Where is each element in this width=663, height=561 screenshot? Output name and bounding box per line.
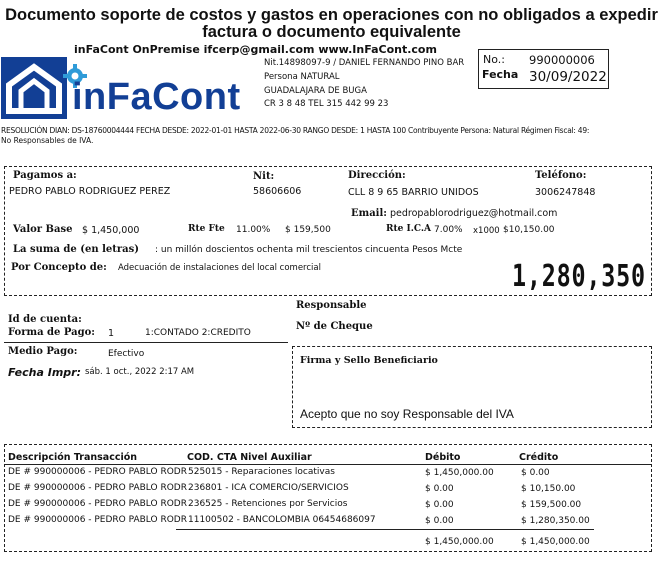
forma-pago-label: Forma de Pago:	[8, 327, 95, 338]
row-desc: DE # 990000006 - PEDRO PABLO RODR	[8, 515, 187, 525]
rte-ica-multiplier: x1000	[473, 226, 500, 236]
doc-no-label: No.:	[483, 53, 505, 66]
resolution-line1: RESOLUCIÓN DIAN: DS-18760004444 FECHA DESDE: 2022-01-01 HASTA 2022-06-30 RANGO DESDE: 1 HASTA 100 Contribuyente Persona: Natural Régimen Fiscal: 49:	[1, 126, 590, 135]
row-credito: $ 10,150.00	[521, 484, 576, 494]
document-title-line1: Documento soporte de costos y gastos en operaciones con no obligados a expedir	[5, 6, 658, 24]
row-cod: 11100502 - BANCOLOMBIA 06454686097	[188, 515, 376, 525]
valor-base-label: Valor Base	[13, 224, 73, 235]
fecha-impr-value: sáb. 1 oct., 2022 2:17 AM	[85, 367, 195, 377]
rte-fte-pct: 11.00%	[236, 225, 271, 235]
pagamos-label: Pagamos a:	[13, 170, 77, 181]
row-debito: $ 1,450,000.00	[425, 468, 494, 478]
rte-ica-pct: 7.00%	[434, 225, 463, 235]
medio-pago-label: Medio Pago:	[8, 346, 78, 357]
row-desc: DE # 990000006 - PEDRO PABLO RODR	[8, 467, 187, 477]
payee-direccion: CLL 8 9 65 BARRIO UNIDOS	[348, 187, 479, 198]
row-credito: $ 1,280,350.00	[521, 516, 590, 526]
payee-telefono: 3006247848	[535, 187, 596, 198]
logo-icon	[1, 57, 67, 119]
col-debito: Débito	[425, 452, 461, 463]
issuer-address: CR 3 8 48 TEL 315 442 99 23	[264, 99, 389, 109]
cheque-label: Nº de Cheque	[296, 321, 373, 332]
row-desc: DE # 990000006 - PEDRO PABLO RODR	[8, 483, 187, 493]
medio-pago-value: Efectivo	[108, 349, 145, 359]
rte-fte-value: $ 159,500	[285, 225, 331, 235]
col-descripcion: Descripción Transacción	[8, 452, 138, 463]
concepto-value: Adecuación de instalaciones del local comercial	[118, 263, 321, 273]
payee-name: PEDRO PABLO RODRIGUEZ PEREZ	[9, 186, 171, 197]
telefono-label: Teléfono:	[535, 170, 587, 181]
totals-line	[176, 529, 594, 530]
total-credito: $ 1,450,000.00	[521, 537, 590, 547]
payee-nit: 58606606	[253, 186, 302, 197]
doc-no-value: 990000006	[529, 53, 595, 67]
row-debito: $ 0.00	[425, 484, 454, 494]
total-debito: $ 1,450,000.00	[425, 537, 494, 547]
row-cod: 236525 - Retenciones por Servicios	[188, 499, 348, 509]
responsable-label: Responsable	[296, 300, 367, 311]
fecha-impr-label: Fecha Impr:	[8, 366, 81, 379]
company-logo-text: inFaCont	[72, 76, 241, 118]
acepto-text: Acepto que no soy Responsable del IVA	[300, 407, 514, 421]
rte-ica-label: Rte I.C.A	[386, 224, 431, 234]
row-credito: $ 159,500.00	[521, 500, 582, 510]
suma-label: La suma de (en letras)	[13, 244, 140, 255]
rte-fte-label: Rte Fte	[188, 224, 225, 234]
date-label: Fecha	[482, 68, 519, 81]
rte-ica-value: $10,150.00	[503, 225, 555, 235]
forma-pago-options: 1:CONTADO 2:CREDITO	[145, 328, 251, 338]
resolution-line2: No Responsables de IVA.	[1, 136, 94, 145]
suma-letras: : un millón doscientos ochenta mil trescientos cincuenta Pesos Mcte	[155, 245, 463, 255]
valor-base-value: $ 1,450,000	[82, 225, 140, 236]
row-desc: DE # 990000006 - PEDRO PABLO RODR	[8, 499, 187, 509]
forma-pago-value: 1	[108, 328, 115, 339]
concepto-label: Por Concepto de:	[11, 262, 107, 273]
company-contact: inFaCont OnPremise ifcerp@gmail.com www.InFaCont.com	[74, 43, 437, 56]
issuer-persona: Persona NATURAL	[264, 72, 340, 82]
id-cuenta-label: Id de cuenta:	[8, 314, 82, 325]
row-cod: 236801 - ICA COMERCIO/SERVICIOS	[188, 483, 349, 493]
table-header-line	[4, 464, 652, 465]
payee-email: pedropablorodriguez@hotmail.com	[390, 208, 558, 219]
document-title-line2: factura o documento equivalente	[202, 23, 461, 41]
firma-label: Firma y Sello Beneficiario	[300, 355, 438, 366]
issuer-city: GUADALAJARA DE BUGA	[264, 86, 367, 96]
divider-line	[4, 342, 288, 343]
row-credito: $ 0.00	[521, 468, 550, 478]
direccion-label: Dirección:	[348, 170, 406, 181]
nit-label: Nit:	[253, 171, 275, 182]
col-credito: Crédito	[519, 452, 559, 463]
date-value: 30/09/2022	[529, 69, 607, 85]
row-cod: 525015 - Reparaciones locativas	[188, 467, 335, 477]
row-debito: $ 0.00	[425, 516, 454, 526]
issuer-nit-name: Nit.14898097-9 / DANIEL FERNANDO PINO BAR	[264, 58, 465, 68]
email-label: Email:	[351, 208, 387, 219]
row-debito: $ 0.00	[425, 500, 454, 510]
col-cod: COD. CTA Nivel Auxiliar	[187, 452, 312, 463]
total-amount: 1,280,350	[512, 259, 646, 294]
